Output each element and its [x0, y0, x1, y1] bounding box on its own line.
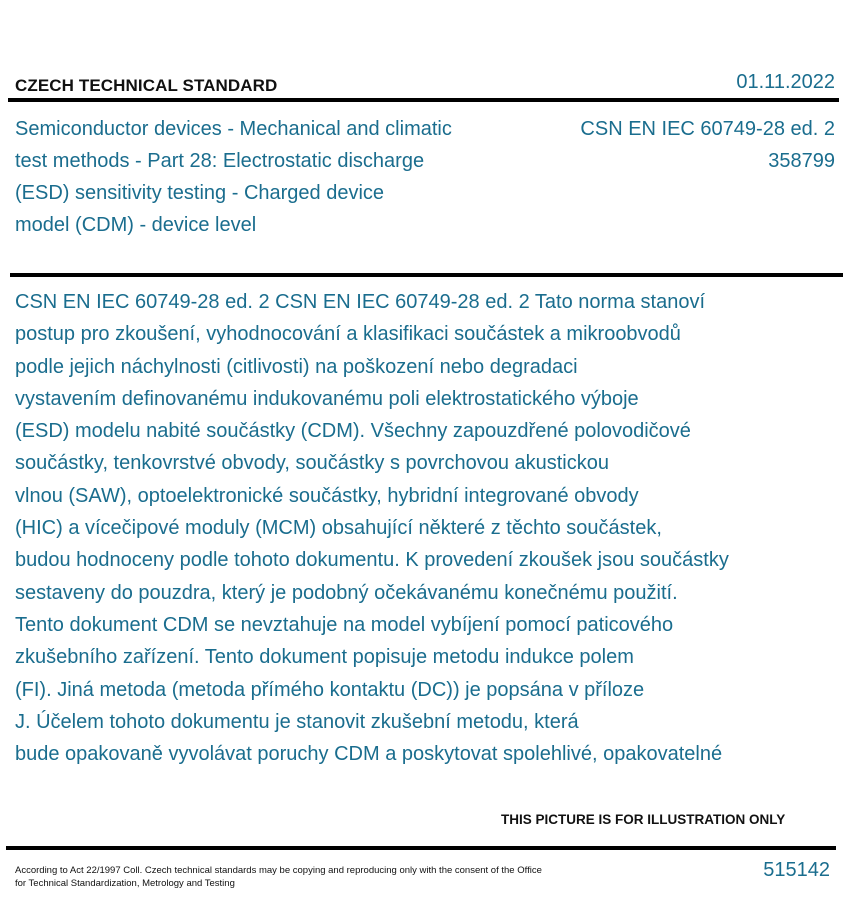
abstract-line: postup pro zkoušení, vyhodnocování a klasifikaci součástek a mikroobvodů	[15, 323, 681, 346]
legal-notice	[15, 864, 595, 890]
abstract-line: součástky, tenkovrstvé obvody, součástky s povrchovou akustickou	[15, 452, 609, 475]
footer-divider	[6, 846, 836, 850]
standard-title-line: test methods - Part 28: Electrostatic discharge	[15, 150, 425, 172]
abstract-line: zkušebního zařízení. Tento dokument popisuje metodu indukce polem	[15, 646, 634, 669]
abstract-line: (FI). Jiná metoda (metoda přímého kontaktu (DC)) je popsána v příloze	[15, 678, 645, 701]
abstract-line: vlnou (SAW), optoelektronické součástky, hybridní integrované obvody	[15, 484, 639, 507]
legal-notice-line: for Technical Standardization, Metrology and Testing	[15, 878, 235, 889]
publication-date: 01.11.2022	[736, 71, 835, 93]
standard-code: CSN EN IEC 60749-28 ed. 2	[580, 118, 835, 140]
abstract-line: (HIC) a vícečipové moduly (MCM) obsahující některé z těchto součástek,	[15, 517, 662, 540]
abstract-line: podle jejich náchylnosti (citlivosti) na poškození nebo degradaci	[15, 355, 578, 378]
document-number: 515142	[763, 859, 830, 881]
header-divider	[8, 98, 839, 102]
standard-title-line: model (CDM) - device level	[15, 214, 257, 236]
standard-title-line: Semiconductor devices - Mechanical and climatic	[15, 118, 452, 140]
abstract-line: bude opakovaně vyvolávat poruchy CDM a poskytovat spolehlivé, opakovatelné	[15, 743, 723, 766]
abstract-line: sestaveny do pouzdra, který je podobný očekávanému konečnému použití.	[15, 581, 678, 604]
abstract-line: Tento dokument CDM se nevztahuje na model vybíjení pomocí paticového	[15, 613, 674, 636]
section-divider	[10, 273, 843, 277]
illustration-note: THIS PICTURE IS FOR ILLUSTRATION ONLY	[501, 812, 786, 827]
legal-notice-line: According to Act 22/1997 Coll. Czech technical standards may be copying and reproducing only with the consent of the Office	[15, 865, 542, 876]
abstract-line: J. Účelem tohoto dokumentu je stanovit zkušební metodu, která	[15, 710, 579, 733]
standard-identifiers	[580, 113, 835, 177]
abstract-line: (ESD) modelu nabité součástky (CDM). Všechny zapouzdřené polovodičové	[15, 420, 691, 443]
abstract-line: vystavením definovanému indukovanému poli elektrostatického výboje	[15, 387, 639, 410]
abstract-line: budou hodnoceny podle tohoto dokumentu. K provedení zkoušek jsou součástky	[15, 549, 729, 572]
standard-title-line: (ESD) sensitivity testing - Charged device	[15, 182, 385, 204]
standard-title	[15, 113, 515, 241]
standard-abstract	[15, 286, 835, 770]
abstract-line: CSN EN IEC 60749-28 ed. 2 CSN EN IEC 60749-28 ed. 2 Tato norma stanoví	[15, 291, 705, 313]
catalog-number: 358799	[768, 150, 835, 172]
document-header-title: CZECH TECHNICAL STANDARD	[15, 76, 278, 95]
